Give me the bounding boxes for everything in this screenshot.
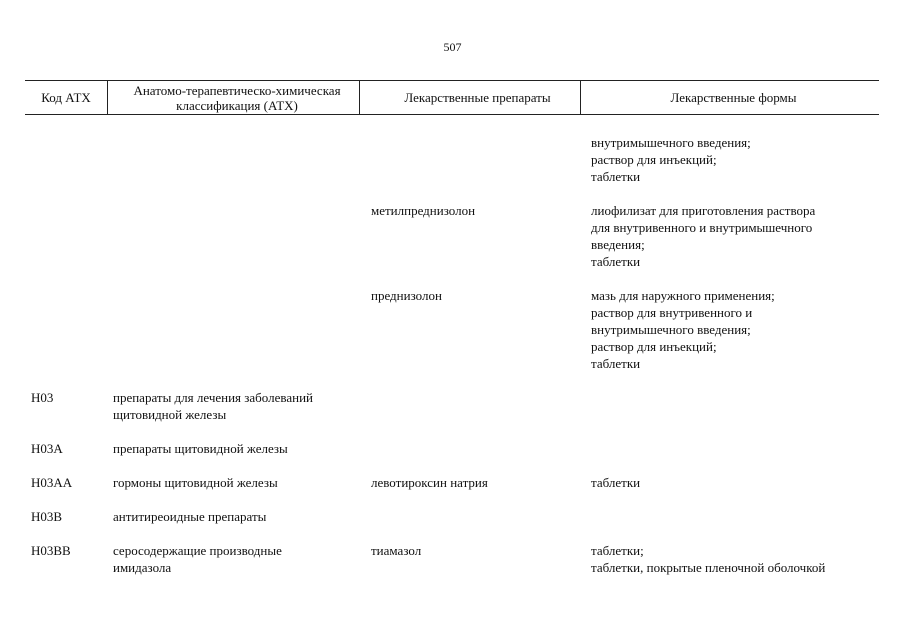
atc-classification xyxy=(113,542,358,576)
table-header-rule xyxy=(25,114,879,115)
dosage-forms xyxy=(591,474,881,491)
atc-classification-line: антитиреоидные препараты xyxy=(113,509,267,524)
dosage-forms xyxy=(591,134,881,185)
dosage-form-line: внутримышечного введения; xyxy=(591,322,751,337)
header-code: Код АТХ xyxy=(41,90,91,105)
header-divider xyxy=(359,81,360,114)
dosage-form-line: таблетки; xyxy=(591,543,644,558)
atc-classification xyxy=(113,474,358,491)
dosage-forms xyxy=(591,542,881,576)
page-number: 507 xyxy=(443,40,462,54)
atc-classification-line: щитовидной железы xyxy=(113,407,227,422)
dosage-form-line: раствор для инъекций; xyxy=(591,152,717,167)
atc-classification xyxy=(113,508,358,525)
atc-code: H03AA xyxy=(31,475,73,490)
dosage-form-line: мазь для наружного применения; xyxy=(591,288,775,303)
dosage-form-line: таблетки xyxy=(591,475,641,490)
header-atc-line2: классификация (АТХ) xyxy=(176,97,298,113)
atc-classification-line: имидазола xyxy=(113,560,172,575)
dosage-forms xyxy=(591,202,881,270)
header-atc-line1: Анатомо-терапевтическо-химическая xyxy=(133,82,341,98)
atc-classification xyxy=(113,440,358,457)
header-divider xyxy=(580,81,581,114)
drug-name: тиамазол xyxy=(371,543,422,558)
atc-code: H03B xyxy=(31,509,63,524)
table-header xyxy=(25,81,879,114)
drug-name: преднизолон xyxy=(371,288,442,303)
header-forms: Лекарственные формы xyxy=(670,90,797,105)
dosage-form-line: для внутривенного и внутримышечного xyxy=(591,220,813,235)
dosage-forms xyxy=(591,287,881,372)
dosage-form-line: раствор для внутривенного и xyxy=(591,305,753,320)
dosage-form-line: таблетки xyxy=(591,254,641,269)
dosage-form-line: лиофилизат для приготовления раствора xyxy=(591,203,816,218)
drug-name: метилпреднизолон xyxy=(371,203,476,218)
header-atc xyxy=(107,83,367,113)
atc-classification-line: серосодержащие производные xyxy=(113,543,282,558)
drug-name: левотироксин натрия xyxy=(371,475,488,490)
dosage-form-line: внутримышечного введения; xyxy=(591,135,751,150)
atc-code: H03BB xyxy=(31,543,71,558)
atc-classification-line: препараты для лечения заболеваний xyxy=(113,390,313,405)
dosage-form-line: таблетки xyxy=(591,356,641,371)
atc-classification-line: препараты щитовидной железы xyxy=(113,441,288,456)
atc-classification xyxy=(113,389,358,423)
atc-classification-line: гормоны щитовидной железы xyxy=(113,475,278,490)
dosage-form-line: таблетки xyxy=(591,169,641,184)
header-drugs: Лекарственные препараты xyxy=(404,90,551,105)
atc-code: H03 xyxy=(31,390,54,405)
atc-code: H03A xyxy=(31,441,63,456)
header-divider xyxy=(107,81,108,114)
dosage-form-line: таблетки, покрытые пленочной оболочкой xyxy=(591,560,826,575)
dosage-form-line: введения; xyxy=(591,237,645,252)
dosage-form-line: раствор для инъекций; xyxy=(591,339,717,354)
